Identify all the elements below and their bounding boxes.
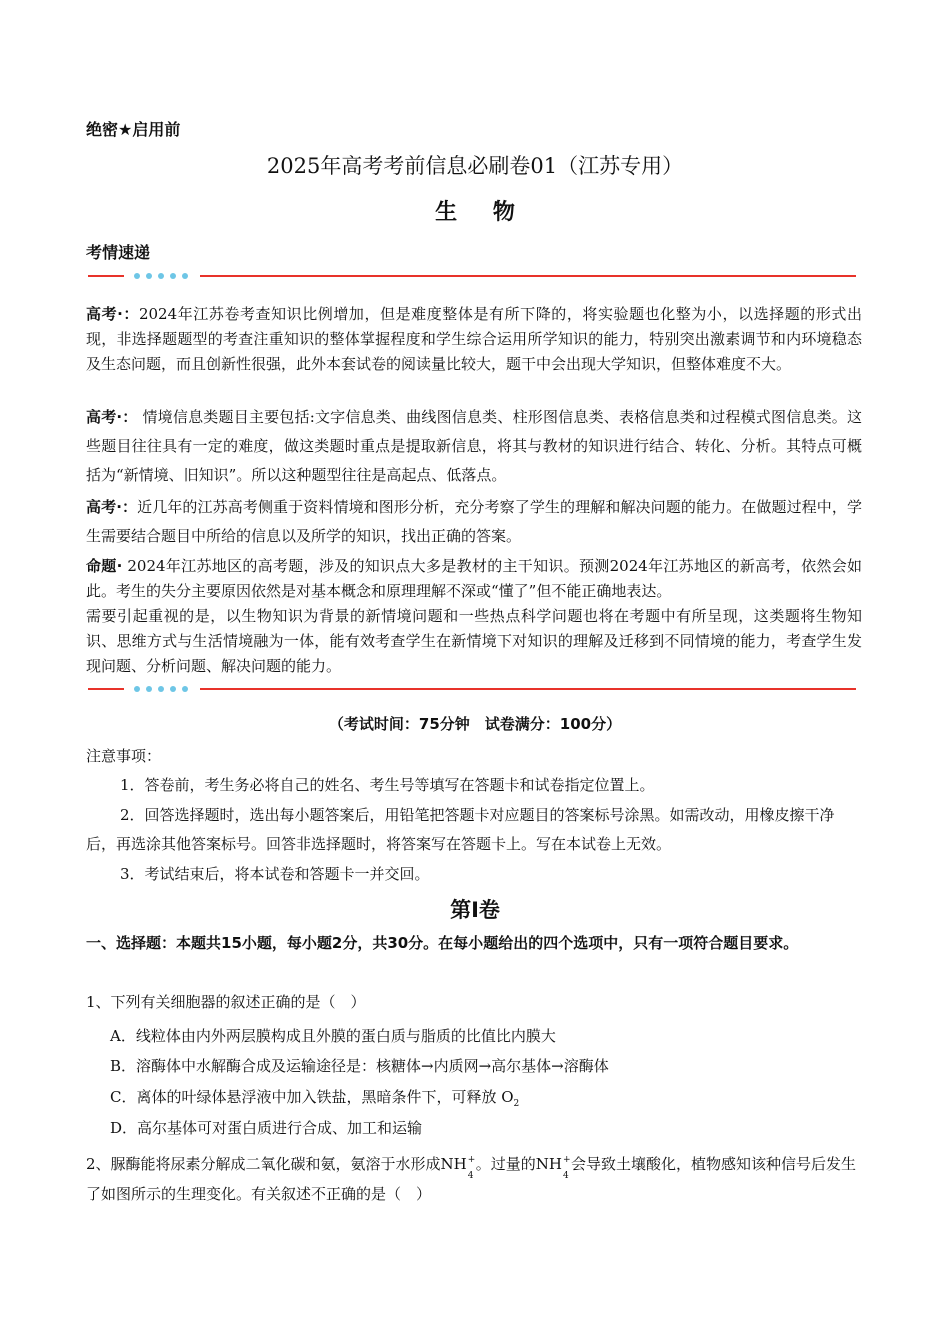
- part-one-instructions: 一、选择题：本题共15小题，每小题2分，共30分。在每小题给出的四个选项中，只有一项符合题目要求。: [86, 934, 799, 952]
- paragraph-lead: 高考·：: [86, 305, 139, 323]
- paragraph-text: 2024年江苏卷考查知识比例增加，但是难度整体是有所下降的，将实验题也化整为小，以选择题的形式出现，非选择题题型的考查注重知识的整体掌握程度和学生综合运用所学知识的能力，特别突出激素调节和内环境稳态及生态问题，而且创新性很强，此外本套试卷的阅读量比较大，题干中会出现大学知识，但整体难度不大。: [86, 305, 862, 373]
- question-1-option-c: [110, 1086, 519, 1109]
- section-divider-top: [88, 270, 856, 282]
- briefing-paragraph-4: [86, 554, 862, 604]
- briefing-paragraph-1: [86, 302, 862, 377]
- option-text: C．离体的叶绿体悬浮液中加入铁盐，黑暗条件下，可释放 O: [110, 1088, 514, 1106]
- ion-charge: +: [467, 1155, 476, 1165]
- confidential-label: 绝密★启用前: [86, 120, 181, 139]
- notice-item-2: 2．回答选择题时，选出每小题答案后，用铅笔把答题卡对应题目的答案标号涂黑。如需改动，用橡皮擦干净后，再选涂其他答案标号。回答非选择题时，将答案写在答题卡上。写在本试卷上无效。: [86, 806, 835, 853]
- exam-time-info: （考试时间：75分钟 试卷满分：100分）: [328, 715, 622, 733]
- notice-item-1: 1．答卷前，考生务必将自己的姓名、考生号等填写在答题卡和试卷指定位置上。: [120, 776, 655, 794]
- question-1-stem: 1、下列有关细胞器的叙述正确的是（ ）: [86, 993, 366, 1011]
- section-divider-bottom: [88, 683, 856, 695]
- page-title: 2025年高考考前信息必刷卷01（江苏专用）: [266, 154, 684, 178]
- stem-text: 。过量的NH: [475, 1155, 562, 1173]
- briefing-paragraph-3: [86, 493, 862, 551]
- volume-title: 第Ⅰ卷: [450, 898, 500, 922]
- ion-charge: +: [562, 1155, 571, 1165]
- paragraph-lead: 高考·：: [86, 408, 138, 426]
- paragraph-text: 近几年的江苏高考侧重于资料情境和图形分析，充分考察了学生的理解和解决问题的能力。在做题过程中，学生需要结合题目中所给的信息以及所学的知识，找出正确的答案。: [86, 498, 862, 545]
- ion-subscript: 4: [467, 1171, 474, 1181]
- briefing-heading: 考情速递: [86, 243, 151, 262]
- notice-item-3: 3．考试结束后，将本试卷和答题卡一并交回。: [120, 865, 430, 883]
- ion-subscript: 4: [562, 1171, 569, 1181]
- paragraph-lead: 高考·：: [86, 498, 138, 516]
- stem-text: 2、脲酶能将尿素分解成二氧化碳和氨，氨溶于水形成NH: [86, 1155, 467, 1173]
- subscript: 2: [513, 1099, 520, 1109]
- paragraph-text: 2024年江苏地区的高考题，涉及的知识点大多是教材的主干知识。预测2024年江苏地区的新高考，依然会如此。考生的失分主要原因依然是对基本概念和原理理解不深或“懂了”但不能正确地表达。: [86, 557, 863, 600]
- question-2-stem: [86, 1149, 862, 1209]
- question-1-option-b: B．溶酶体中水解酶合成及运输途径是：核糖体→内质网→高尔基体→溶酶体: [110, 1057, 609, 1075]
- paragraph-text: 情境信息类题目主要包括:文字信息类、曲线图信息类、柱形图信息类、表格信息类和过程模式图信息类。这些题目往往具有一定的难度，做这类题时重点是提取新信息，将其与教材的知识进行结合、转化、分析。其特点可概括为“新情境、旧知识”。所以这种题型往往是高起点、低落点。: [86, 408, 863, 484]
- question-1-option-a: A．线粒体由内外两层膜构成且外膜的蛋白质与脂质的比值比内膜大: [110, 1027, 556, 1045]
- paragraph-lead: 命题·: [86, 557, 123, 575]
- notice-title: 注意事项：: [86, 747, 162, 765]
- stem-text: 会导致土壤酸化，植物感知该种信号后发生了如图所示的生理变化。有关叙述不正确的是（ ）: [86, 1155, 856, 1203]
- briefing-paragraph-2: [86, 403, 862, 490]
- question-1-option-d: D．高尔基体可对蛋白质进行合成、加工和运输: [110, 1119, 423, 1137]
- briefing-paragraph-5: 需要引起重视的是，以生物知识为背景的新情境问题和一些热点科学问题也将在考题中有所呈现，这类题将生物知识、思维方式与生活情境融为一体，能有效考查学生在新情境下对知识的理解及迁移到不同情境的能力，考查学生发现问题、分析问题、解决问题的能力。: [86, 607, 862, 675]
- subject-title: 生 物: [435, 200, 529, 225]
